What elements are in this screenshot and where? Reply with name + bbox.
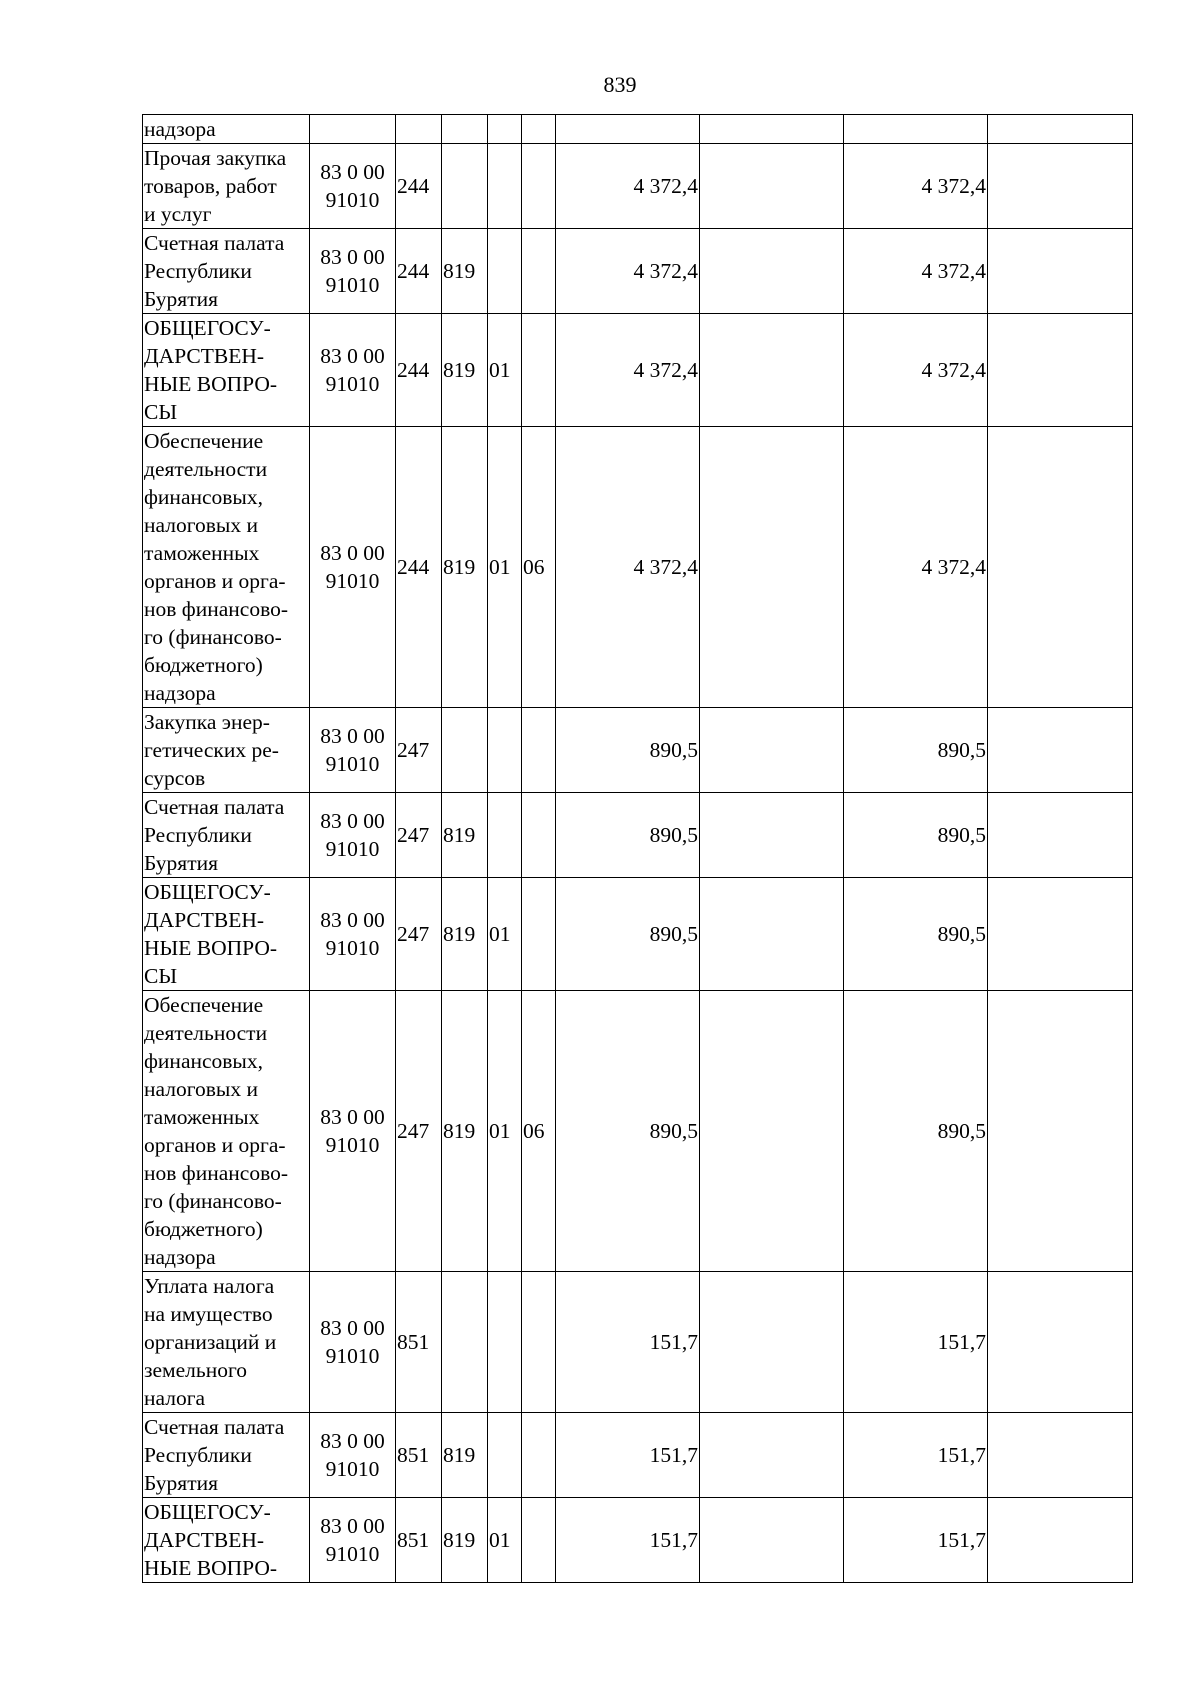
subsection-cell xyxy=(522,314,556,427)
expense-type-cell: 247 xyxy=(396,793,442,878)
row-name-line: бюджетного) xyxy=(144,1217,263,1241)
amount-cell-2 xyxy=(700,991,844,1272)
amount-cell-2 xyxy=(700,793,844,878)
amount-cell-1: 890,5 xyxy=(556,878,700,991)
row-name-cell xyxy=(143,427,310,708)
expense-type-cell: 244 xyxy=(396,427,442,708)
table-row xyxy=(143,878,1133,991)
amount-cell-3: 890,5 xyxy=(844,793,988,878)
row-name-line: Счетная палата xyxy=(144,1415,285,1439)
row-name-line: финансовых, xyxy=(144,1049,264,1073)
subsection-cell xyxy=(522,229,556,314)
target-article-cell: 83 0 00 91010 xyxy=(310,991,396,1272)
amount-cell-3: 890,5 xyxy=(844,878,988,991)
amount-cell-1: 151,7 xyxy=(556,1413,700,1498)
ministry-cell: 819 xyxy=(442,229,488,314)
ministry-cell xyxy=(442,115,488,144)
amount-cell-2 xyxy=(700,427,844,708)
table-row xyxy=(143,229,1133,314)
section-cell xyxy=(488,144,522,229)
row-name-line: СЫ xyxy=(144,964,178,988)
ministry-cell: 819 xyxy=(442,427,488,708)
subsection-cell: 06 xyxy=(522,427,556,708)
subsection-cell xyxy=(522,144,556,229)
section-cell: 01 xyxy=(488,991,522,1272)
amount-cell-4 xyxy=(988,991,1133,1272)
ministry-cell: 819 xyxy=(442,314,488,427)
amount-cell-3: 151,7 xyxy=(844,1272,988,1413)
page-number: 839 xyxy=(603,72,637,97)
ministry-cell: 819 xyxy=(442,991,488,1272)
section-cell xyxy=(488,793,522,878)
row-name-cell xyxy=(143,878,310,991)
budget-table-body xyxy=(143,115,1133,1583)
amount-cell-2 xyxy=(700,115,844,144)
row-name-line: финансовых, xyxy=(144,485,264,509)
row-name-line: Бурятия xyxy=(144,1471,218,1495)
amount-cell-1: 890,5 xyxy=(556,991,700,1272)
subsection-cell xyxy=(522,1498,556,1583)
amount-cell-1: 151,7 xyxy=(556,1498,700,1583)
amount-cell-3: 4 372,4 xyxy=(844,144,988,229)
row-name-line: ДАРСТВЕН- xyxy=(144,908,265,932)
table-row xyxy=(143,427,1133,708)
amount-cell-2 xyxy=(700,1413,844,1498)
section-cell: 01 xyxy=(488,1498,522,1583)
expense-type-cell: 244 xyxy=(396,314,442,427)
expense-type-cell: 851 xyxy=(396,1413,442,1498)
amount-cell-1: 4 372,4 xyxy=(556,144,700,229)
target-article-cell: 83 0 00 91010 xyxy=(310,708,396,793)
table-row xyxy=(143,1498,1133,1583)
row-name-line: Республики xyxy=(144,1443,252,1467)
row-name-line: Уплата налога xyxy=(144,1274,275,1298)
target-article-cell: 83 0 00 91010 xyxy=(310,1413,396,1498)
expense-type-cell: 247 xyxy=(396,991,442,1272)
ministry-cell xyxy=(442,1272,488,1413)
amount-cell-2 xyxy=(700,229,844,314)
amount-cell-4 xyxy=(988,229,1133,314)
row-name-line: органов и орга- xyxy=(144,569,286,593)
row-name-line: Республики xyxy=(144,259,252,283)
amount-cell-1: 890,5 xyxy=(556,708,700,793)
amount-cell-3: 4 372,4 xyxy=(844,314,988,427)
row-name-cell xyxy=(143,1413,310,1498)
amount-cell-1: 4 372,4 xyxy=(556,427,700,708)
table-row xyxy=(143,793,1133,878)
ministry-cell: 819 xyxy=(442,878,488,991)
amount-cell-4 xyxy=(988,878,1133,991)
expense-type-cell: 851 xyxy=(396,1498,442,1583)
section-cell xyxy=(488,115,522,144)
table-row xyxy=(143,1272,1133,1413)
row-name-line: НЫЕ ВОПРО- xyxy=(144,1556,278,1580)
amount-cell-1: 4 372,4 xyxy=(556,314,700,427)
amount-cell-4 xyxy=(988,1498,1133,1583)
target-article-cell xyxy=(310,115,396,144)
amount-cell-3: 151,7 xyxy=(844,1498,988,1583)
row-name-line: гетических ре- xyxy=(144,738,279,762)
expense-type-cell: 247 xyxy=(396,878,442,991)
row-name-line: налоговых и xyxy=(144,1077,258,1101)
row-name-line: таможенных xyxy=(144,1105,260,1129)
row-name-line: деятельности xyxy=(144,1021,268,1045)
row-name-cell xyxy=(143,229,310,314)
amount-cell-4 xyxy=(988,427,1133,708)
row-name-line: Прочая закупка xyxy=(144,146,287,170)
budget-table xyxy=(142,114,1133,1583)
target-article-cell: 83 0 00 91010 xyxy=(310,1272,396,1413)
table-row xyxy=(143,1413,1133,1498)
expense-type-cell xyxy=(396,115,442,144)
table-row xyxy=(143,314,1133,427)
row-name-line: Счетная палата xyxy=(144,795,285,819)
subsection-cell: 06 xyxy=(522,991,556,1272)
row-name-line: ОБЩЕГОСУ- xyxy=(144,316,271,340)
amount-cell-3: 4 372,4 xyxy=(844,427,988,708)
row-name-line: надзора xyxy=(144,1245,216,1269)
amount-cell-1 xyxy=(556,115,700,144)
row-name-line: нов финансово- xyxy=(144,597,288,621)
table-row xyxy=(143,115,1133,144)
row-name-line: ДАРСТВЕН- xyxy=(144,1528,265,1552)
amount-cell-2 xyxy=(700,878,844,991)
target-article-cell: 83 0 00 91010 xyxy=(310,229,396,314)
section-cell xyxy=(488,708,522,793)
amount-cell-3 xyxy=(844,115,988,144)
row-name-line: ОБЩЕГОСУ- xyxy=(144,880,271,904)
row-name-line: ОБЩЕГОСУ- xyxy=(144,1500,271,1524)
row-name-line: товаров, работ xyxy=(144,174,277,198)
row-name-line: го (финансово- xyxy=(144,625,282,649)
amount-cell-1: 151,7 xyxy=(556,1272,700,1413)
table-row xyxy=(143,144,1133,229)
row-name-line: Обеспечение xyxy=(144,429,264,453)
row-name-cell xyxy=(143,793,310,878)
ministry-cell: 819 xyxy=(442,793,488,878)
expense-type-cell: 244 xyxy=(396,144,442,229)
amount-cell-4 xyxy=(988,314,1133,427)
table-row xyxy=(143,991,1133,1272)
row-name-line: налога xyxy=(144,1386,206,1410)
row-name-line: земельного xyxy=(144,1358,248,1382)
table-row xyxy=(143,708,1133,793)
row-name-cell xyxy=(143,115,310,144)
row-name-line: и услуг xyxy=(144,202,212,226)
row-name-line: СЫ xyxy=(144,400,178,424)
expense-type-cell: 247 xyxy=(396,708,442,793)
target-article-cell: 83 0 00 91010 xyxy=(310,878,396,991)
row-name-line: Бурятия xyxy=(144,287,218,311)
subsection-cell xyxy=(522,1272,556,1413)
ministry-cell xyxy=(442,708,488,793)
ministry-cell: 819 xyxy=(442,1413,488,1498)
row-name-cell xyxy=(143,708,310,793)
row-name-line: бюджетного) xyxy=(144,653,263,677)
row-name-line: налоговых и xyxy=(144,513,258,537)
amount-cell-1: 4 372,4 xyxy=(556,229,700,314)
amount-cell-4 xyxy=(988,793,1133,878)
section-cell: 01 xyxy=(488,314,522,427)
target-article-cell: 83 0 00 91010 xyxy=(310,1498,396,1583)
section-cell: 01 xyxy=(488,878,522,991)
target-article-cell: 83 0 00 91010 xyxy=(310,144,396,229)
ministry-cell: 819 xyxy=(442,1498,488,1583)
row-name-line: ДАРСТВЕН- xyxy=(144,344,265,368)
expense-type-cell: 851 xyxy=(396,1272,442,1413)
row-name-line: Счетная палата xyxy=(144,231,285,255)
ministry-cell xyxy=(442,144,488,229)
amount-cell-4 xyxy=(988,115,1133,144)
row-name-line: Республики xyxy=(144,823,252,847)
amount-cell-3: 4 372,4 xyxy=(844,229,988,314)
row-name-line: Обеспечение xyxy=(144,993,264,1017)
section-cell: 01 xyxy=(488,427,522,708)
subsection-cell xyxy=(522,1413,556,1498)
amount-cell-2 xyxy=(700,144,844,229)
row-name-cell xyxy=(143,991,310,1272)
section-cell xyxy=(488,229,522,314)
row-name-line: го (финансово- xyxy=(144,1189,282,1213)
row-name-line: таможенных xyxy=(144,541,260,565)
target-article-cell: 83 0 00 91010 xyxy=(310,314,396,427)
amount-cell-3: 151,7 xyxy=(844,1413,988,1498)
row-name-cell xyxy=(143,1272,310,1413)
amount-cell-1: 890,5 xyxy=(556,793,700,878)
subsection-cell xyxy=(522,708,556,793)
subsection-cell xyxy=(522,793,556,878)
section-cell xyxy=(488,1272,522,1413)
row-name-line: сурсов xyxy=(144,766,206,790)
amount-cell-2 xyxy=(700,1272,844,1413)
expense-type-cell: 244 xyxy=(396,229,442,314)
target-article-cell: 83 0 00 91010 xyxy=(310,793,396,878)
amount-cell-2 xyxy=(700,314,844,427)
row-name-line: организаций и xyxy=(144,1330,277,1354)
subsection-cell xyxy=(522,878,556,991)
amount-cell-3: 890,5 xyxy=(844,991,988,1272)
amount-cell-4 xyxy=(988,1272,1133,1413)
section-cell xyxy=(488,1413,522,1498)
row-name-line: нов финансово- xyxy=(144,1161,288,1185)
row-name-line: деятельности xyxy=(144,457,268,481)
row-name-cell xyxy=(143,1498,310,1583)
row-name-line: на имущество xyxy=(144,1302,273,1326)
row-name-cell xyxy=(143,314,310,427)
target-article-cell: 83 0 00 91010 xyxy=(310,427,396,708)
row-name-line: Бурятия xyxy=(144,851,218,875)
amount-cell-3: 890,5 xyxy=(844,708,988,793)
row-name-line: надзора xyxy=(144,117,216,141)
row-name-line: НЫЕ ВОПРО- xyxy=(144,372,278,396)
row-name-line: органов и орга- xyxy=(144,1133,286,1157)
row-name-line: НЫЕ ВОПРО- xyxy=(144,936,278,960)
row-name-line: надзора xyxy=(144,681,216,705)
amount-cell-2 xyxy=(700,1498,844,1583)
amount-cell-2 xyxy=(700,708,844,793)
row-name-cell xyxy=(143,144,310,229)
row-name-line: Закупка энер- xyxy=(144,710,270,734)
amount-cell-4 xyxy=(988,708,1133,793)
subsection-cell xyxy=(522,115,556,144)
amount-cell-4 xyxy=(988,144,1133,229)
amount-cell-4 xyxy=(988,1413,1133,1498)
